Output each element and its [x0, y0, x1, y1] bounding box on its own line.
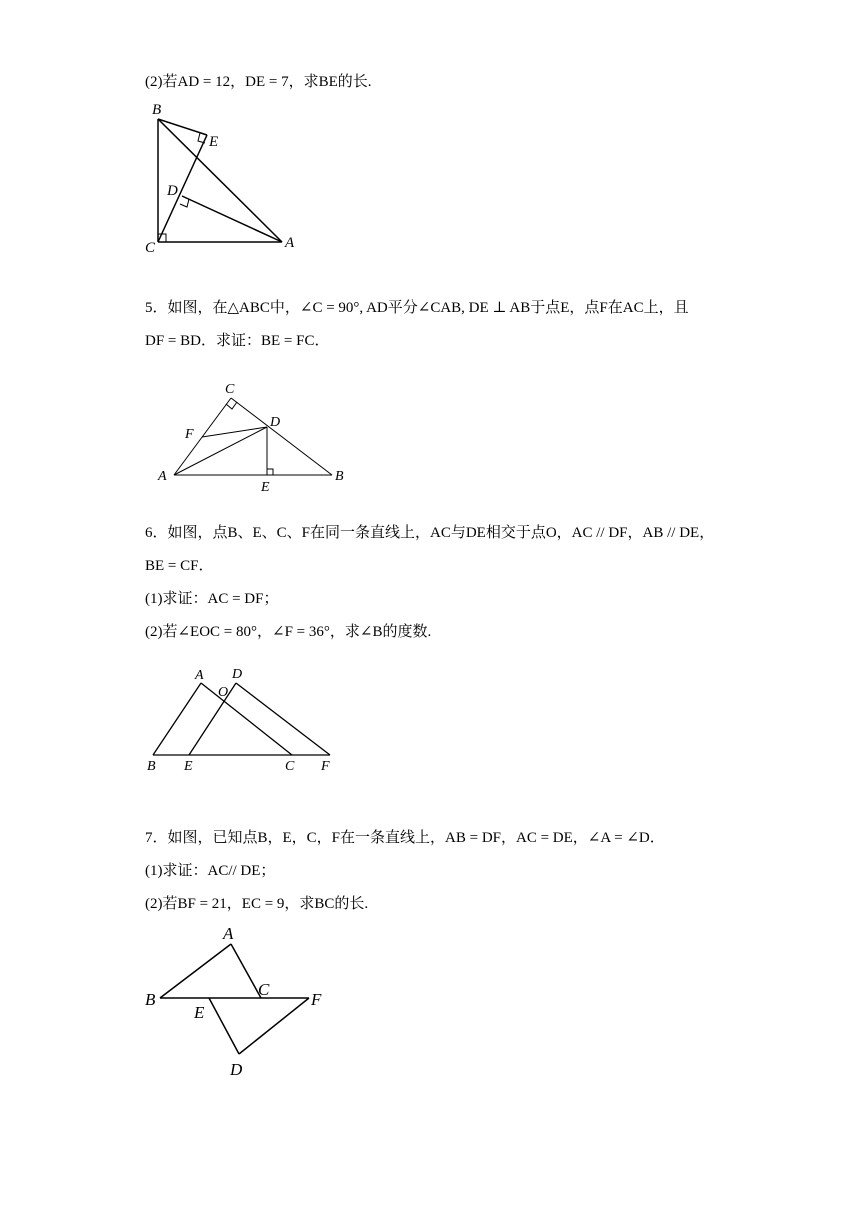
label-E: E [261, 480, 270, 495]
label-D: D [232, 667, 243, 682]
label-C: C [258, 980, 270, 999]
problem5-line2: DF = BD．求证：BE = FC． [145, 333, 330, 349]
figure-parallel-triangles [140, 660, 340, 775]
label-O: O [218, 685, 229, 700]
problem7-part1: (1)求证：AC// DE； [145, 863, 276, 879]
problem4-part2: (2)若AD = 12，DE = 7，求BE的长. [145, 74, 372, 90]
label-D: D [167, 183, 178, 199]
label-B: B [335, 469, 344, 484]
label-D: D [230, 1060, 243, 1079]
figure-right-triangle-bca [140, 100, 310, 260]
label-A: A [285, 235, 295, 251]
label-A: A [158, 469, 167, 484]
label-C: C [145, 240, 156, 256]
figure-triangle-abc-bisector [150, 375, 360, 495]
label-E: E [194, 1003, 205, 1022]
problem6-part1: (1)求证：AC = DF； [145, 591, 279, 607]
label-C: C [285, 759, 295, 774]
label-A: A [223, 924, 234, 943]
label-F: F [321, 759, 330, 774]
figure-congruent-triangles [140, 915, 340, 1085]
label-B: B [152, 102, 162, 118]
problem5-line1: 5．如图，在△ABC中，∠C = 90°, AD平分∠CAB, DE ⊥ AB于点E，点F在AC上，且 [145, 300, 689, 316]
problem6-line1: 6．如图，点B、E、C、F在同一条直线上，AC与DE相交于点O，AC // DF，AB // DE， [145, 525, 715, 541]
label-D: D [270, 415, 281, 430]
label-E: E [184, 759, 193, 774]
label-B: B [147, 759, 156, 774]
problem7-part2: (2)若BF = 21，EC = 9，求BC的长. [145, 896, 369, 912]
label-F: F [311, 990, 322, 1009]
problem6-part2: (2)若∠EOC = 80°，∠F = 36°，求∠B的度数. [145, 624, 432, 640]
label-E: E [209, 134, 219, 150]
label-A: A [195, 668, 204, 683]
label-B: B [145, 990, 156, 1009]
label-F: F [185, 427, 194, 442]
problem6-line2: BE = CF． [145, 558, 214, 574]
label-C: C [225, 382, 235, 397]
problem7-line1: 7．如图，已知点B，E，C，F在一条直线上，AB = DF，AC = DE，∠A = ∠D． [145, 830, 665, 846]
